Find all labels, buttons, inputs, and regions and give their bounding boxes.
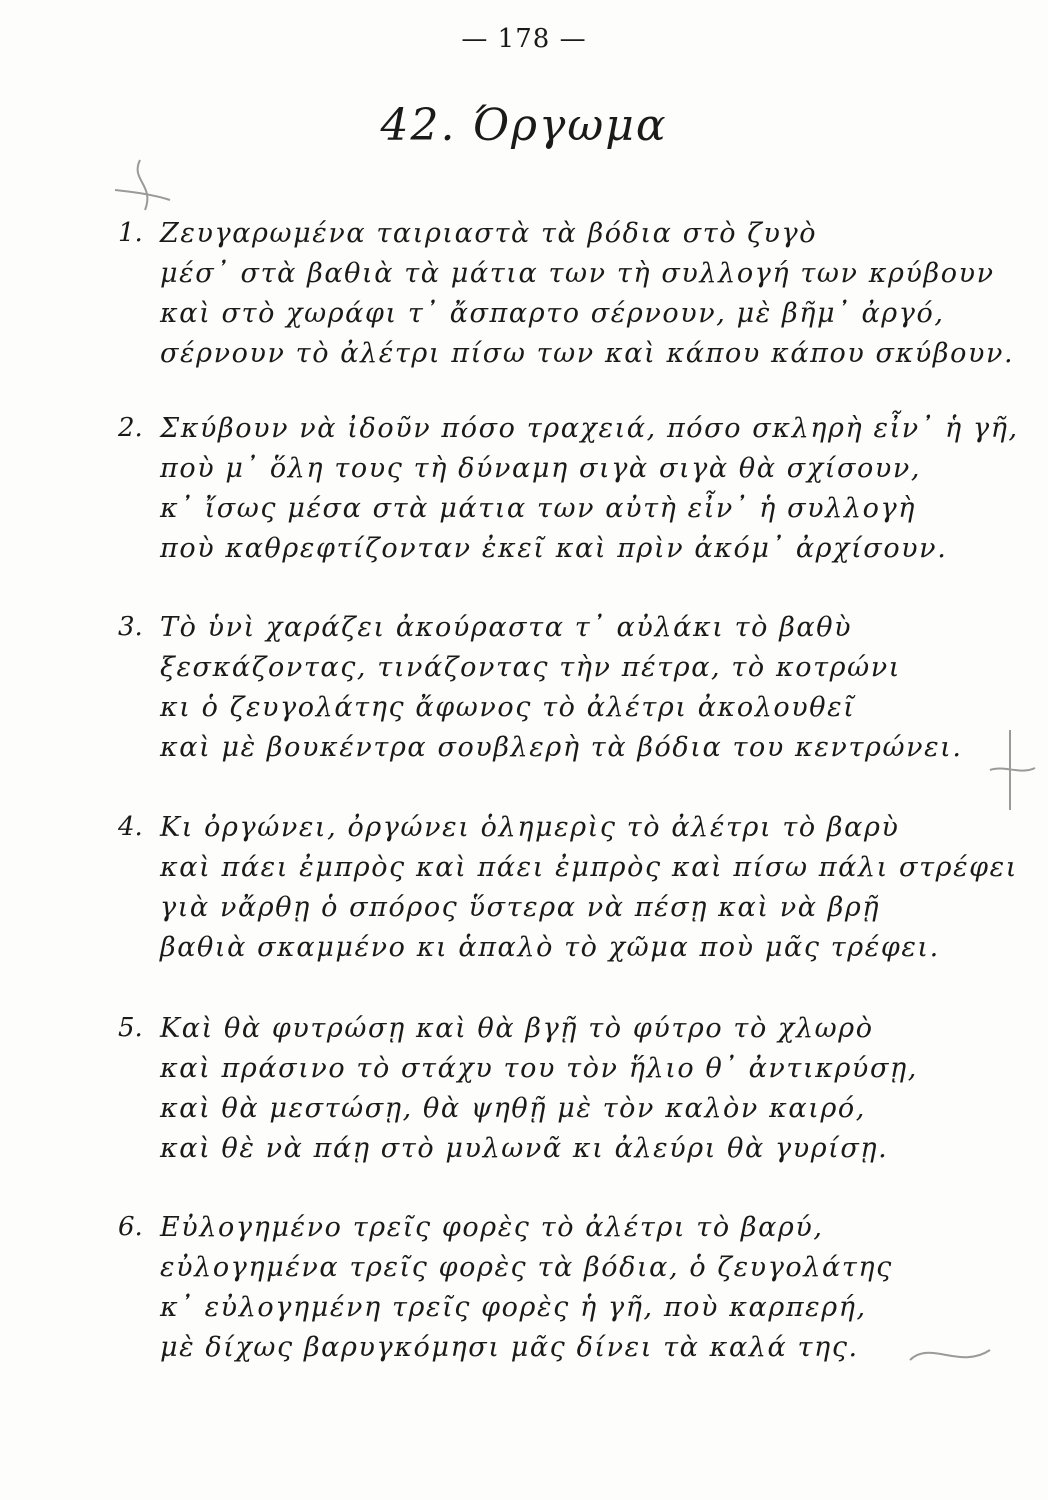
verse-line: Εὐλογημένο τρεῖς φορὲς τὸ ἀλέτρι τὸ βαρύ, (160, 1212, 824, 1243)
stanza-number: 3. (118, 612, 143, 642)
verse-line: μέσ᾿ στὰ βαθιὰ τὰ μάτια των τὴ συλλογή των κρύβουν (160, 258, 995, 289)
verse-line: καὶ θὲ νὰ πάῃ στὸ μυλωνᾶ κι ἀλεύρι θὰ γυρίσῃ. (160, 1133, 889, 1164)
verse-line: γιὰ νἄρθῃ ὁ σπόρος ὕστερα νὰ πέσῃ καὶ νὰ βρῇ (160, 892, 881, 923)
verse-line: κι ὁ ζευγολάτης ἄφωνος τὸ ἀλέτρι ἀκολουθεῖ (160, 692, 856, 723)
verse-line: εὐλογημένα τρεῖς φορὲς τὰ βόδια, ὁ ζευγολάτης (160, 1252, 893, 1283)
verse-line: μὲ δίχως βαρυγκόμησι μᾶς δίνει τὰ καλά της. (160, 1332, 859, 1363)
verse-line: καὶ στὸ χωράφι τ᾿ ἄσπαρτο σέρνουν, μὲ βῆμ᾿ ἀργό, (160, 298, 945, 329)
verse-line: κ᾿ εὐλογημένη τρεῖς φορὲς ἡ γῆ, ποὺ καρπερή, (160, 1292, 867, 1323)
pencil-mark-icon (980, 720, 1040, 820)
verse-line: Καὶ θὰ φυτρώσῃ καὶ θὰ βγῇ τὸ φύτρο τὸ χλωρὸ (160, 1013, 874, 1044)
pencil-mark-icon (900, 1330, 1000, 1380)
verse-line: Σκύβουν νὰ ἰδοῦν πόσο τραχειά, πόσο σκληρὴ εἶν᾿ ἡ γῆ, (160, 413, 1019, 444)
verse-line: καὶ πάει ἐμπρὸς καὶ πάει ἐμπρὸς καὶ πίσω πάλι στρέφει (160, 852, 1018, 883)
pencil-mark-icon (100, 150, 180, 230)
stanza-number: 1. (118, 218, 143, 248)
stanza-number: 5. (118, 1013, 143, 1043)
verse-line: καὶ θὰ μεστώσῃ, θὰ ψηθῇ μὲ τὸν καλὸν καιρό, (160, 1093, 866, 1124)
verse-line: κ᾿ ἴσως μέσα στὰ μάτια των αὐτὴ εἶν᾿ ἡ συλλογὴ (160, 493, 916, 524)
verse-line: Κι ὀργώνει, ὀργώνει ὁλημερὶς τὸ ἀλέτρι τὸ βαρὺ (160, 812, 900, 843)
stanza-number: 2. (118, 413, 143, 443)
verse-line: βαθιὰ σκαμμένο κι ἁπαλὸ τὸ χῶμα ποὺ μᾶς τρέφει. (160, 932, 940, 963)
verse-line: σέρνουν τὸ ἀλέτρι πίσω των καὶ κάπου κάπου σκύβουν. (160, 338, 1015, 369)
verse-line: ξεσκάζοντας, τινάζοντας τὴν πέτρα, τὸ κοτρώνι (160, 652, 901, 683)
stanza-number: 6. (118, 1212, 143, 1242)
verse-line: Ζευγαρωμένα ταιριαστὰ τὰ βόδια στὸ ζυγὸ (160, 218, 818, 249)
verse-line: καὶ πράσινο τὸ στάχυ του τὸν ἥλιο θ᾿ ἀντικρύσῃ, (160, 1053, 918, 1084)
stanza-number: 4. (118, 812, 143, 842)
page-number: — 178 — (461, 24, 587, 54)
verse-line: Τὸ ὑνὶ χαράζει ἀκούραστα τ᾿ αὐλάκι τὸ βαθὺ (160, 612, 853, 643)
verse-line: ποὺ μ᾿ ὅλη τους τὴ δύναμη σιγὰ σιγὰ θὰ σχίσουν, (160, 453, 922, 484)
verse-line: καὶ μὲ βουκέντρα σουβλερὴ τὰ βόδια του κεντρώνει. (160, 732, 963, 763)
verse-line: ποὺ καθρεφτίζονταν ἐκεῖ καὶ πρὶν ἀκόμ᾿ ἀρχίσουν. (160, 533, 948, 564)
poem-title: 42. Όργωμα (380, 100, 668, 151)
